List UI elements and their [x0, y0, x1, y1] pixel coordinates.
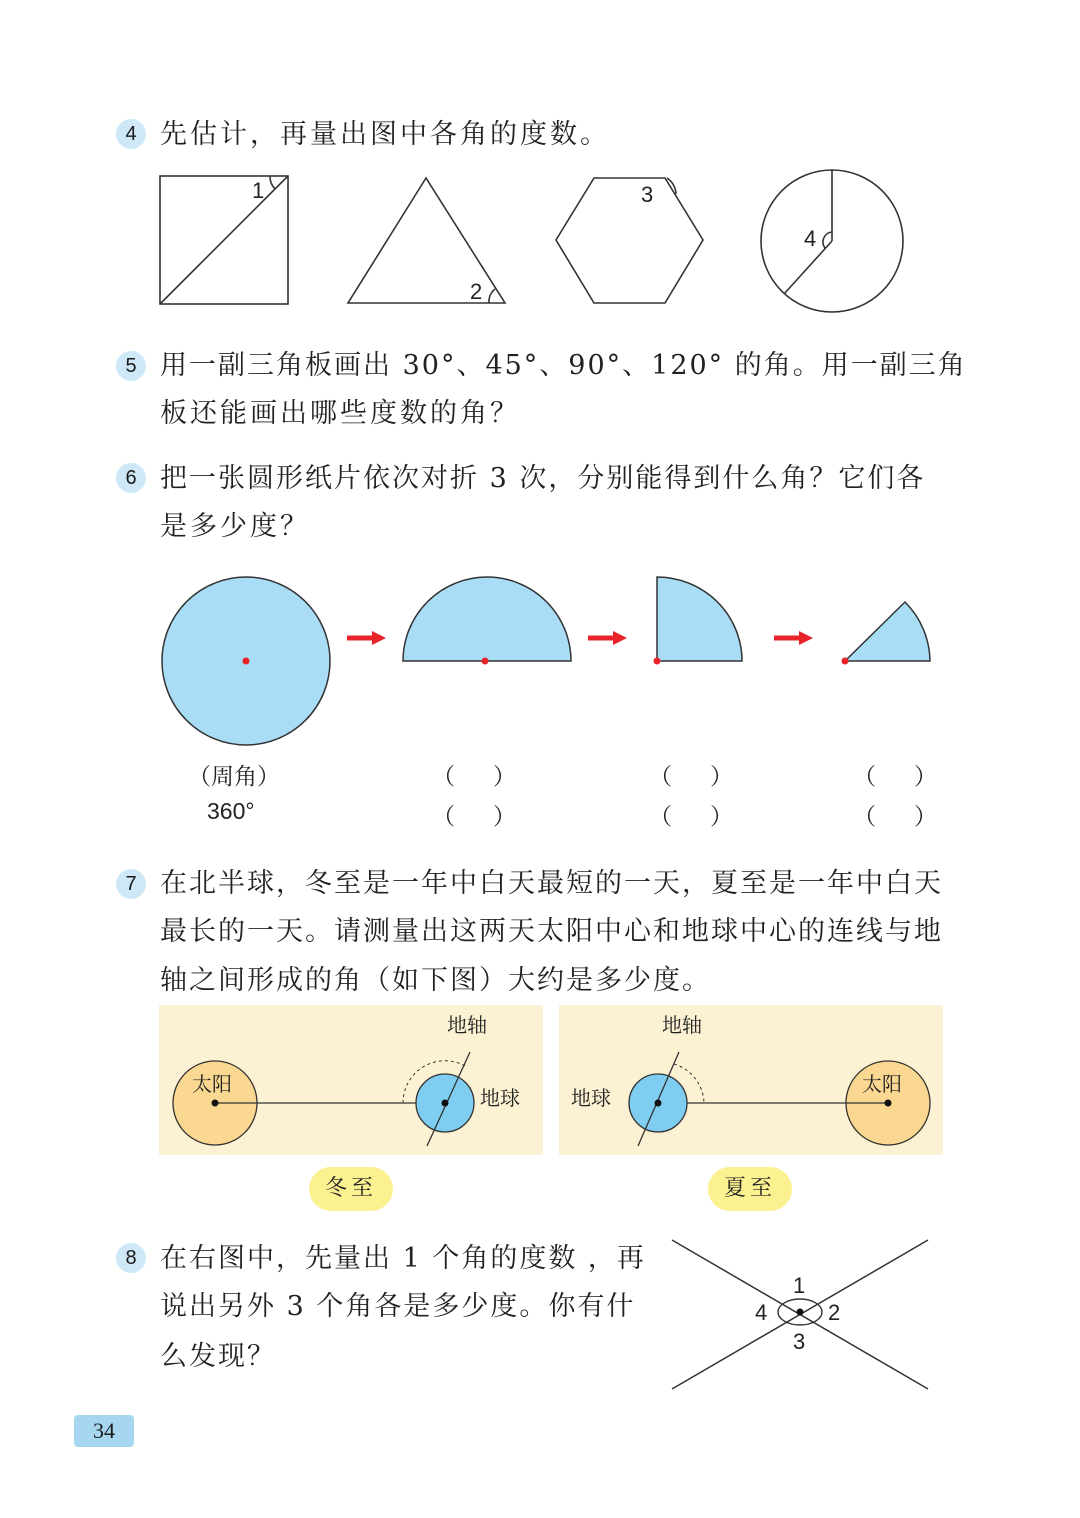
answer-blank-degree-4: （ ） [853, 804, 937, 830]
angle-label-2: 2 [470, 279, 483, 304]
full-angle-degree: 360° [207, 798, 255, 824]
q4-shapes [0, 160, 1080, 320]
semicircle-center-dot [482, 658, 489, 665]
question-5-line-2: 板还能画出哪些度数的角？ [160, 398, 520, 429]
question-number-8: 8 [116, 1243, 146, 1273]
hexagon-figure [556, 178, 703, 303]
earth-label-winter: 地球 [480, 1086, 520, 1110]
question-4-text: 先估计，再量出图中各角的度数。 [160, 119, 610, 150]
fold-arrow-3-icon [774, 631, 813, 645]
angle-label-q8-1: 1 [793, 1273, 806, 1298]
question-5-line-1: 用一副三角板画出 30°、45°、90°、120° 的角。用一副三角 [160, 350, 967, 381]
semicircle-paper [403, 577, 571, 661]
angle-label-4: 4 [804, 226, 817, 251]
question-number-6: 6 [116, 463, 146, 493]
fold-arrow-2-icon [588, 631, 627, 645]
angle-label-1: 1 [252, 178, 265, 203]
question-6-line-2: 是多少度？ [160, 511, 310, 542]
answer-blank-name-3: （ ） [649, 764, 733, 790]
answer-blank-degree-2: （ ） [432, 804, 516, 830]
winter-solstice-badge: 冬至 [309, 1167, 393, 1211]
eighth-circle-paper [845, 602, 930, 661]
sun-label-winter: 太阳 [192, 1072, 232, 1096]
question-number-4: 4 [116, 119, 146, 149]
angle-label-3: 3 [641, 182, 654, 207]
sun-label-summer: 太阳 [862, 1072, 902, 1096]
full-angle-name: （周角） [188, 764, 280, 790]
summer-solstice-badge: 夏至 [708, 1167, 792, 1211]
folding-paper-diagram [0, 570, 1080, 760]
circle-center-dot [243, 658, 250, 665]
eighth-center-dot [842, 658, 849, 665]
solstice-diagrams [0, 1000, 1080, 1160]
page-number: 34 [74, 1415, 134, 1447]
axis-label-summer: 地轴 [662, 1013, 702, 1037]
axis-label-winter: 地轴 [447, 1013, 487, 1037]
circle-figure [761, 170, 903, 312]
question-8-line-2: 说出另外 3 个角各是多少度。你有什 [160, 1291, 636, 1322]
quarter-circle-paper [657, 577, 742, 661]
angle-label-q8-2: 2 [828, 1300, 841, 1325]
intersecting-lines-figure [640, 1225, 960, 1400]
question-7-line-2: 最长的一天。请测量出这两天太阳中心和地球中心的连线与地 [160, 916, 943, 947]
question-8-line-1: 在右图中，先量出 1 个角的度数 ，再 [160, 1243, 646, 1274]
question-number-7: 7 [116, 869, 146, 899]
earth-label-summer: 地球 [571, 1086, 611, 1110]
answer-blank-degree-3: （ ） [649, 804, 733, 830]
question-7-line-1: 在北半球，冬至是一年中白天最短的一天，夏至是一年中白天 [160, 868, 943, 899]
angle-label-q8-3: 3 [793, 1329, 806, 1354]
angle-label-q8-4: 4 [755, 1300, 768, 1325]
question-7-line-3: 轴之间形成的角（如下图）大约是多少度。 [160, 965, 711, 996]
question-number-5: 5 [116, 351, 146, 381]
answer-blank-name-4: （ ） [853, 764, 937, 790]
question-6-line-1: 把一张圆形纸片依次对折 3 次，分别能得到什么角？它们各 [160, 463, 926, 494]
fold-arrow-1-icon [347, 631, 386, 645]
question-8-line-3: 么发现？ [160, 1341, 276, 1372]
quarter-center-dot [654, 658, 661, 665]
square-figure [160, 176, 288, 304]
answer-blank-name-2: （ ） [432, 764, 516, 790]
